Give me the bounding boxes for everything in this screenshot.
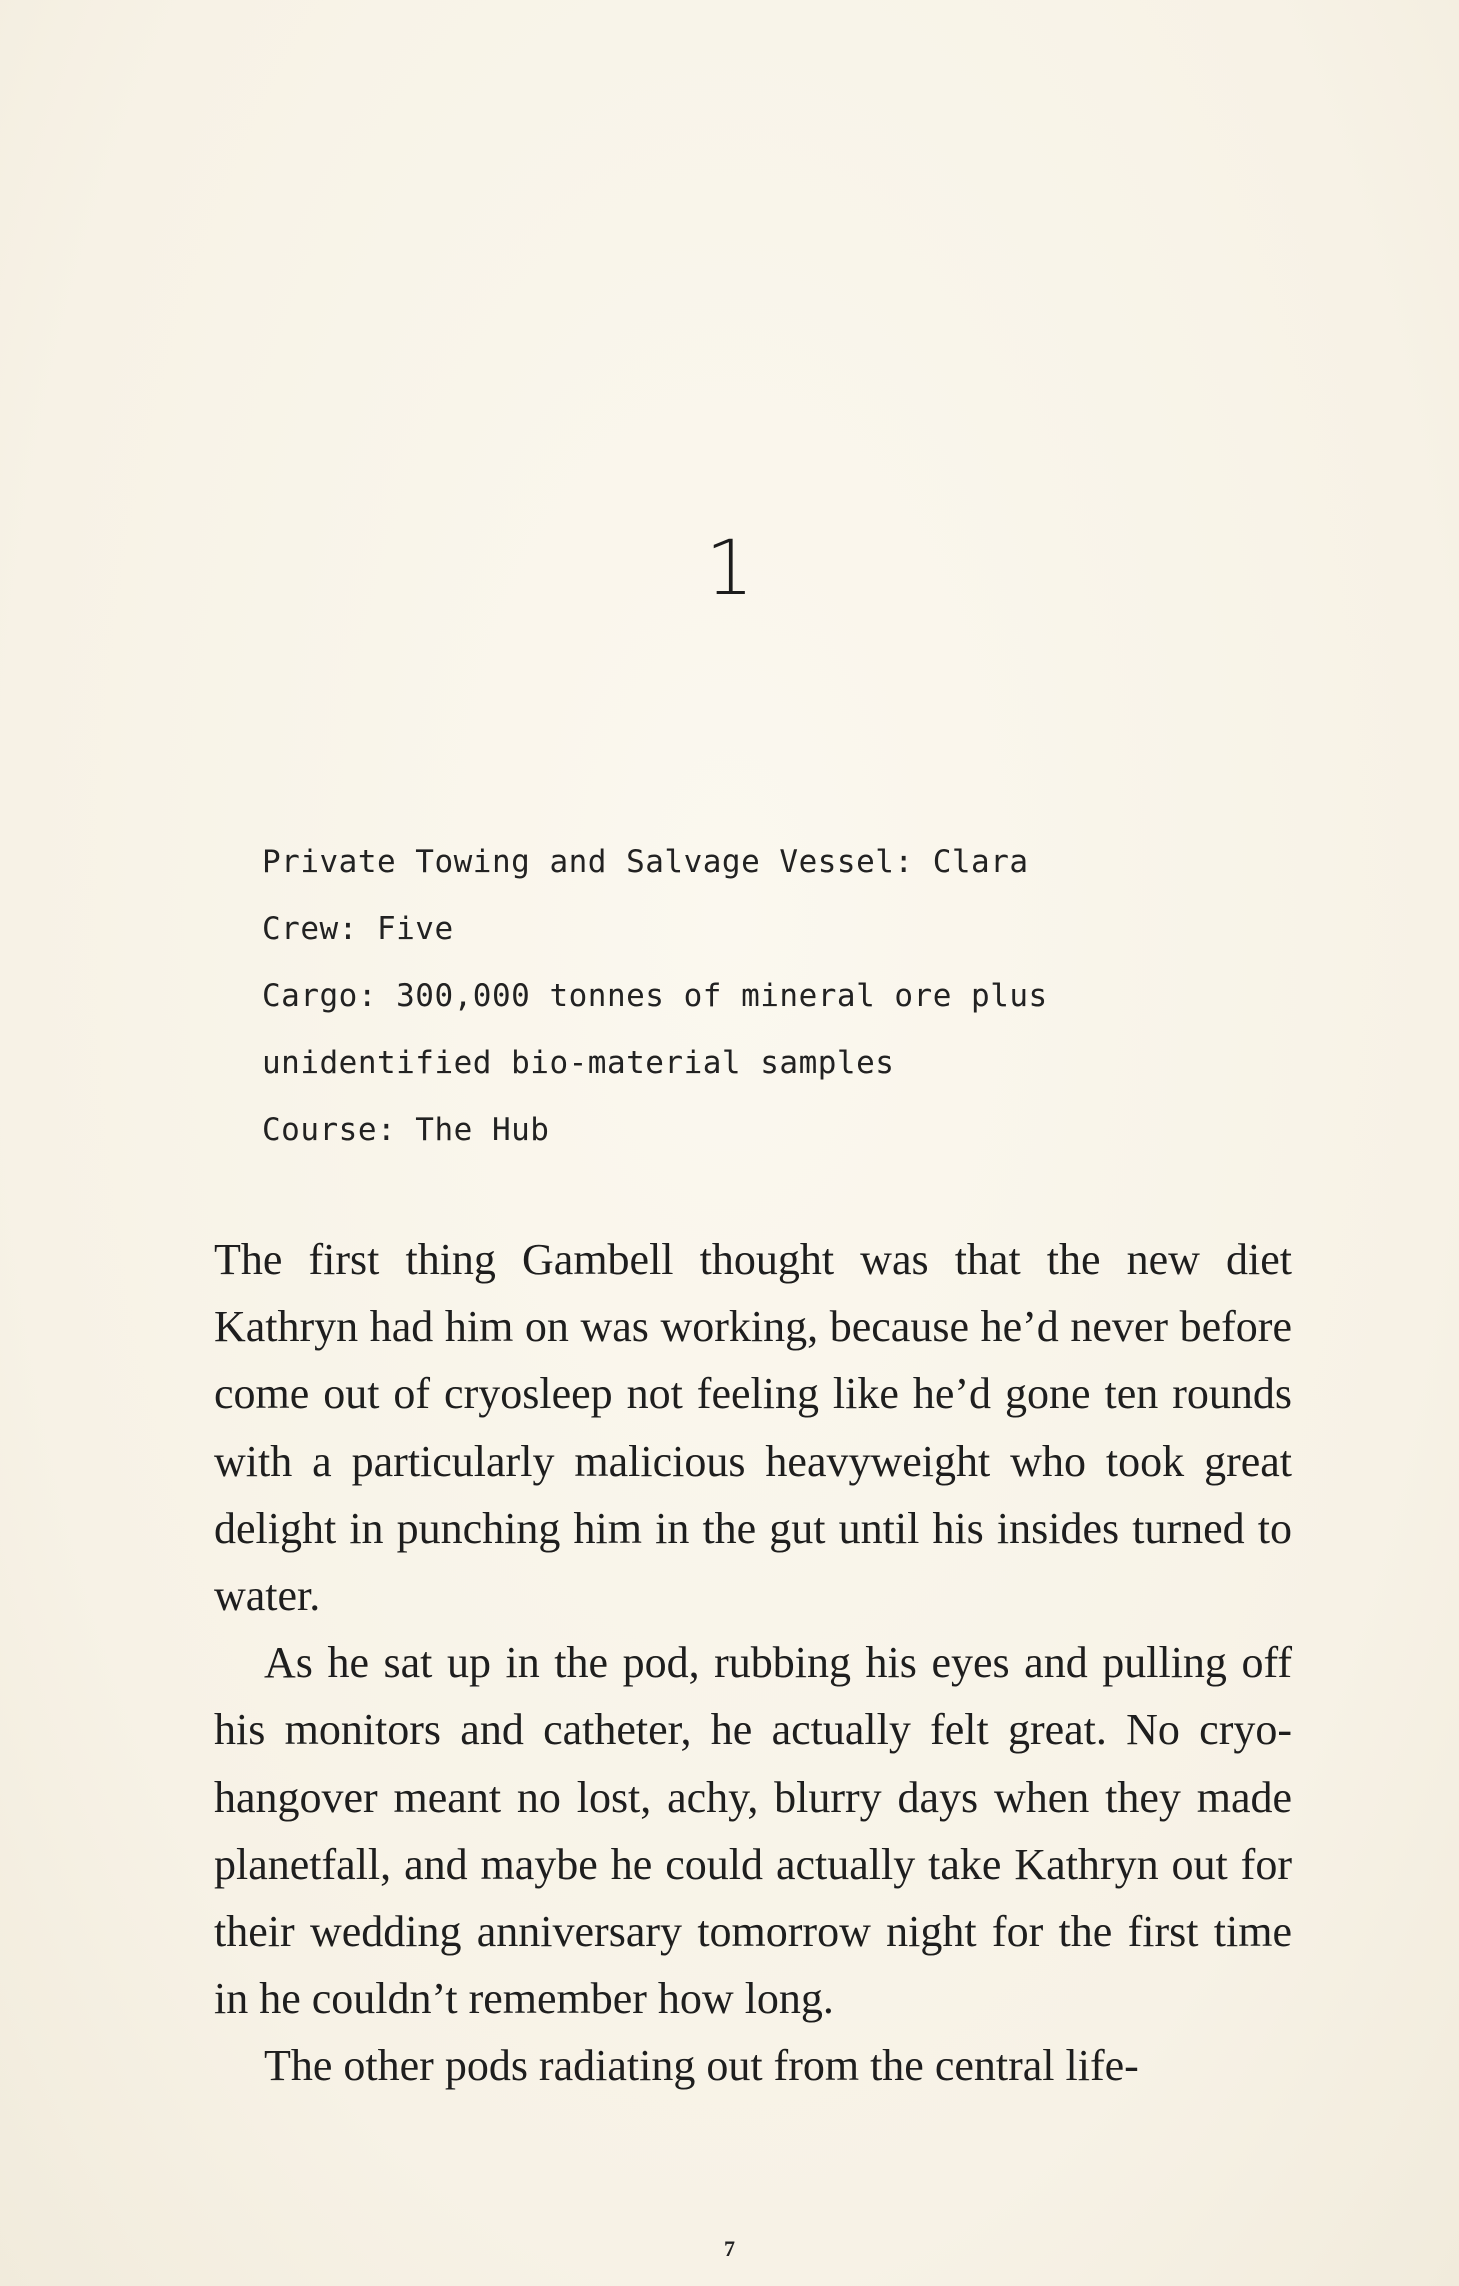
paragraph-2: As he sat up in the pod, rubbing his eyes and pulling off his monitors and catheter, he actually felt great. No cryo-hangover meant no lost, achy, blurry days when they made planetfall, and maybe he could actually take Kathryn out for their wedding anniversary tomorrow night for the first time in he couldn’t remember how long.: [214, 1638, 1292, 2024]
ship-log-line-crew: Crew: Five: [262, 911, 454, 947]
paragraph-3: The other pods radiating out from the central life-: [264, 2041, 1139, 2091]
ship-log-line-course: Course: The Hub: [262, 1112, 550, 1148]
chapter-number: 1: [705, 523, 754, 612]
ship-log-line-vessel: Private Towing and Salvage Vessel: Clara: [262, 844, 1029, 880]
body-text: [214, 1226, 1292, 2100]
paragraph-1: The first thing Gambell thought was that the new diet Kathryn had him on was working, because he’d never before come out of cryosleep not feeling like he’d gone ten rounds with a particularly malicious heavyweight who took great delight in punching him in the gut until his insides turned to water.: [214, 1235, 1292, 1621]
ship-log-block: [262, 842, 1262, 1177]
ship-log-line-cargo: Cargo: 300,000 tonnes of mineral ore plus: [262, 978, 1048, 1014]
ship-log-line-cargo-continued: unidentified bio-material samples: [262, 1045, 895, 1081]
page-number: 7: [724, 2236, 735, 2261]
